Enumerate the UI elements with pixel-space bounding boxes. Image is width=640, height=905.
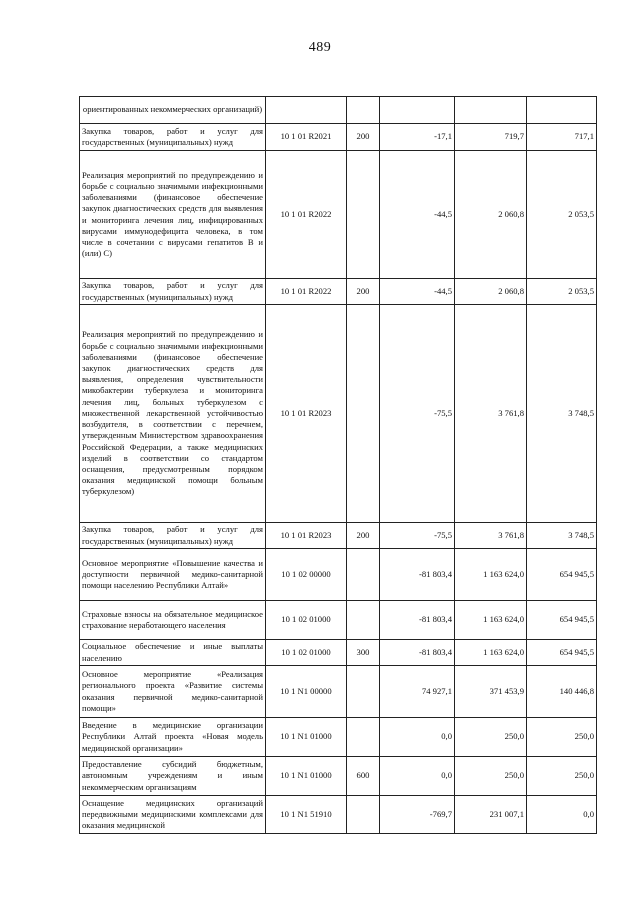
row-change: -769,7 <box>380 796 455 834</box>
row-vr <box>347 796 380 834</box>
row-name: Закупка товаров, работ и услуг для государственных (муниципальных) нужд <box>80 124 266 151</box>
row-total: 3 748,5 <box>527 305 597 523</box>
row-code: 10 1 01 R2021 <box>266 124 347 151</box>
row-code: 10 1 02 01000 <box>266 640 347 666</box>
row-name: Предоставление субсидий бюджетным, автономным учреждениям и иным некоммерческим организациям <box>80 757 266 796</box>
table-row <box>80 718 597 757</box>
table-row <box>80 640 597 666</box>
budget-table <box>79 96 597 834</box>
row-name: Оснащение медицинских организаций передвижными медицинскими комплексами для оказания медицинской <box>80 796 266 834</box>
table-row <box>80 97 597 124</box>
row-name: Социальное обеспечение и иные выплаты населению <box>80 640 266 666</box>
row-name: Основное мероприятие «Реализация регионального проекта «Развитие системы оказания первичной медико-санитарной помощи» <box>80 666 266 718</box>
row-change <box>380 97 455 124</box>
row-total: 3 748,5 <box>527 523 597 549</box>
row-vr <box>347 666 380 718</box>
row-code: 10 1 01 R2022 <box>266 279 347 305</box>
row-total <box>527 97 597 124</box>
row-vr: 600 <box>347 757 380 796</box>
row-amount: 2 060,8 <box>455 151 527 279</box>
row-amount: 3 761,8 <box>455 305 527 523</box>
row-amount: 719,7 <box>455 124 527 151</box>
row-amount: 250,0 <box>455 718 527 757</box>
row-amount: 2 060,8 <box>455 279 527 305</box>
table-row <box>80 757 597 796</box>
row-code: 10 1 02 00000 <box>266 549 347 601</box>
row-vr: 200 <box>347 124 380 151</box>
row-vr <box>347 718 380 757</box>
row-change: -81 803,4 <box>380 640 455 666</box>
table-row <box>80 549 597 601</box>
row-total: 140 446,8 <box>527 666 597 718</box>
row-vr: 300 <box>347 640 380 666</box>
table-row <box>80 523 597 549</box>
row-change: -75,5 <box>380 305 455 523</box>
row-total: 654 945,5 <box>527 601 597 640</box>
table-row <box>80 666 597 718</box>
table-row <box>80 305 597 523</box>
row-total: 0,0 <box>527 796 597 834</box>
row-vr <box>347 549 380 601</box>
row-change: 0,0 <box>380 757 455 796</box>
table-row <box>80 279 597 305</box>
row-change: 0,0 <box>380 718 455 757</box>
row-vr <box>347 305 380 523</box>
row-amount: 1 163 624,0 <box>455 601 527 640</box>
row-code: 10 1 01 R2023 <box>266 523 347 549</box>
table-row <box>80 151 597 279</box>
table-row <box>80 601 597 640</box>
row-name: Закупка товаров, работ и услуг для государственных (муниципальных) нужд <box>80 279 266 305</box>
row-change: -44,5 <box>380 151 455 279</box>
row-total: 2 053,5 <box>527 151 597 279</box>
row-total: 654 945,5 <box>527 640 597 666</box>
row-code <box>266 97 347 124</box>
row-code: 10 1 N1 01000 <box>266 718 347 757</box>
row-amount: 250,0 <box>455 757 527 796</box>
row-amount: 371 453,9 <box>455 666 527 718</box>
row-name: Закупка товаров, работ и услуг для государственных (муниципальных) нужд <box>80 523 266 549</box>
row-amount: 1 163 624,0 <box>455 640 527 666</box>
row-amount: 231 007,1 <box>455 796 527 834</box>
row-code: 10 1 N1 01000 <box>266 757 347 796</box>
row-amount: 3 761,8 <box>455 523 527 549</box>
row-name: Реализация мероприятий по предупреждению и борьбе с социально значимыми инфекционными заболеваниями (финансовое обеспечение закупок диагностических средств для выявления и мониторинга лечения лиц, инфицированных вирусами иммунодефицита человека, в том числе в сочетании с вирусами гепатитов В и (или) С) <box>80 151 266 279</box>
row-name: Страховые взносы на обязательное медицинское страхование неработающего населения <box>80 601 266 640</box>
row-change: -81 803,4 <box>380 549 455 601</box>
row-vr <box>347 97 380 124</box>
row-name: ориентированных некоммерческих организаций) <box>80 97 266 124</box>
row-vr: 200 <box>347 279 380 305</box>
row-change: -81 803,4 <box>380 601 455 640</box>
row-code: 10 1 N1 51910 <box>266 796 347 834</box>
row-name: Реализация мероприятий по предупреждению и борьбе с социально значимыми инфекционными заболеваниями (финансовое обеспечение закупок диагностических средств для выявления, определения чувствительности микобактерии туберкулеза и мониторинга лечения лиц, больных туберкулезом с множественной лекарственной устойчивостью возбудителя, в соответствии с перечнем, утвержденным Министерством здравоохранения Российской Федерации, а также медицинских изделий в соответствии со стандартом оснащения, предусмотренным порядком оказания медицинской помощи больным туберкулезом) <box>80 305 266 523</box>
row-total: 2 053,5 <box>527 279 597 305</box>
row-code: 10 1 02 01000 <box>266 601 347 640</box>
row-total: 250,0 <box>527 718 597 757</box>
row-total: 250,0 <box>527 757 597 796</box>
row-change: -44,5 <box>380 279 455 305</box>
row-change: 74 927,1 <box>380 666 455 718</box>
row-name: Введение в медицинские организации Республики Алтай проекта «Новая модель медицинской организации» <box>80 718 266 757</box>
page-number: 489 <box>308 40 332 55</box>
row-total: 717,1 <box>527 124 597 151</box>
row-code: 10 1 01 R2022 <box>266 151 347 279</box>
row-vr: 200 <box>347 523 380 549</box>
row-vr <box>347 151 380 279</box>
row-vr <box>347 601 380 640</box>
row-name: Основное мероприятие «Повышение качества и доступности первичной медико-санитарной помощи населению Республики Алтай» <box>80 549 266 601</box>
row-change: -75,5 <box>380 523 455 549</box>
row-code: 10 1 01 R2023 <box>266 305 347 523</box>
table-row <box>80 124 597 151</box>
table-row <box>80 796 597 834</box>
row-change: -17,1 <box>380 124 455 151</box>
row-code: 10 1 N1 00000 <box>266 666 347 718</box>
row-amount <box>455 97 527 124</box>
row-amount: 1 163 624,0 <box>455 549 527 601</box>
row-total: 654 945,5 <box>527 549 597 601</box>
